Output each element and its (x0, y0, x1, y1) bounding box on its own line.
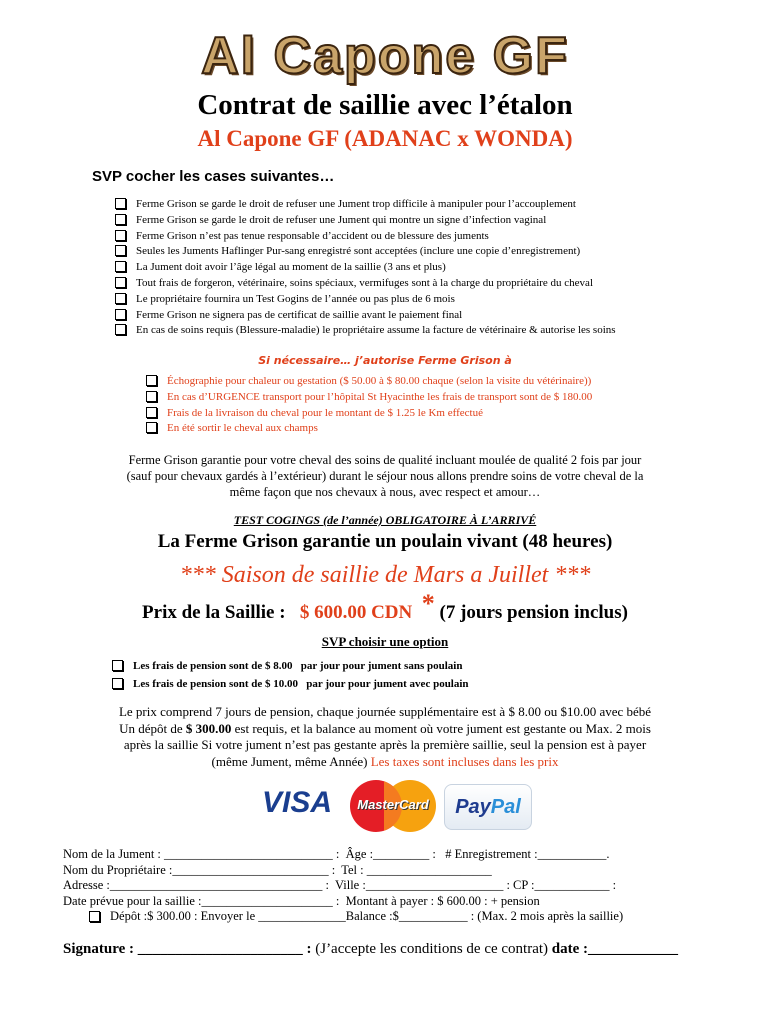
checkbox[interactable] (115, 293, 126, 304)
checkbox[interactable] (115, 309, 126, 320)
condition-text: Ferme Grison n’est pas tenue responsable d’accident ou de blessure des juments (136, 229, 489, 242)
signature-line (63, 941, 678, 958)
payment-logos (262, 780, 532, 830)
pricing-line (0, 754, 770, 771)
list-item[interactable] (146, 390, 592, 406)
checkbox[interactable] (146, 391, 157, 402)
page-subtitle: Al Capone GF (ADANAC x WONDA) (197, 126, 573, 151)
list-item[interactable] (115, 323, 616, 339)
price-line (0, 589, 770, 625)
condition-text: Tout frais de forgeron, vétérinaire, soins spéciaux, vermifuges sont à la charge du propriétaire du cheval (136, 276, 593, 289)
conditions-list (115, 197, 616, 339)
pricing-text: (même Jument, même Année) (211, 753, 371, 769)
condition-text: Ferme Grison se garde le droit de refuser une Jument qui montre un signe d’infection vaginal (136, 213, 547, 226)
form-line-date[interactable]: Date prévue pour la saillie :_____________________ : Montant à payer : $ 600.00 : + pension (63, 893, 540, 908)
pricing-text: Un dépôt de (119, 720, 186, 736)
form-line-mare[interactable]: Nom de la Jument : ___________________________ : Âge :_________ : # Enregistrement :___________. (63, 847, 610, 861)
visa-logo (262, 786, 342, 826)
deposit-amount: $ 300.00 (185, 720, 232, 736)
care-line: (sauf pour chevaux gardés à l’extérieur) durant le séjour nous allons prendre soins de votre cheval de la (126, 469, 644, 483)
pricing-paragraph (0, 704, 770, 770)
board-option-text: Les frais de pension sont de $ 8.00 par jour pour jument sans poulain (133, 660, 463, 672)
authorization-text: En cas d’URGENCE transport pour l’hôpital St Hyacinthe les frais de transport sont de $ 180.00 (167, 390, 593, 403)
pricing-line (0, 721, 770, 738)
mastercard-text: MasterCard (357, 797, 429, 812)
list-item[interactable] (115, 229, 616, 245)
list-item[interactable] (146, 406, 592, 422)
authorize-heading: Si nécessaire… j’autorise Ferme Grison à (258, 354, 512, 367)
authorizations-list (146, 374, 592, 437)
checkbox[interactable] (146, 422, 157, 433)
checkbox[interactable] (115, 198, 126, 209)
list-item[interactable] (115, 260, 616, 276)
test-cogings-notice: TEST COGINGS (de l’année) OBLIGATOIRE À L’ARRIVÉ (233, 513, 537, 527)
condition-text: Ferme Grison se garde le droit de refuser une Jument trop difficile à manipuler pour l’accouplement (136, 198, 576, 210)
deposit-line[interactable]: Dépôt :$ 300.00 : Envoyer le ______________Balance :$___________ : (Max. 2 mois après la saillie) (110, 909, 624, 923)
date-field[interactable]: date :____________ (551, 941, 679, 957)
signature-field[interactable]: Signature : ______________________ : (63, 941, 312, 957)
checkbox[interactable] (89, 911, 100, 922)
pricing-text: est requis, et la balance au moment où votre jument est gestante ou Max. 2 mois (231, 720, 651, 736)
board-option-text: Les frais de pension sont de $ 10.00 par jour pour jument avec poulain (133, 678, 469, 690)
checkbox[interactable] (115, 214, 126, 225)
price-label: Prix de la Saillie : (142, 602, 286, 623)
checkbox[interactable] (115, 261, 126, 272)
checkbox[interactable] (146, 407, 157, 418)
checklist-heading: SVP cocher les cases suivantes… (92, 168, 335, 185)
registration-form (63, 847, 623, 925)
form-line-address[interactable]: Adresse :__________________________________ : Ville :______________________ : CP :____________ : (63, 878, 617, 892)
season-heading: *** Saison de saillie de Mars a Juillet *** (179, 562, 591, 588)
list-item[interactable] (115, 292, 616, 308)
list-item[interactable] (146, 374, 592, 390)
authorization-text: Échographie pour chaleur ou gestation ($ 50.00 à $ 80.00 chaque (selon la visite du vétérinaire)) (167, 375, 592, 387)
list-item[interactable] (112, 675, 469, 693)
checkbox[interactable] (115, 230, 126, 241)
checkbox[interactable] (112, 660, 123, 671)
taxes-note: Les taxes sont incluses dans les prix (370, 753, 559, 769)
list-item[interactable] (115, 213, 616, 229)
list-item[interactable] (115, 276, 616, 292)
care-line: Ferme Grison garantie pour votre cheval des soins de qualité incluant moulée de qualité 2 fois par jour (128, 453, 642, 467)
checkbox[interactable] (112, 678, 123, 689)
price-star: * (421, 589, 435, 618)
paypal-text-b: Pal (490, 796, 521, 818)
logo: Al Capone GF (201, 27, 569, 85)
paypal-text-a: Pay (455, 796, 491, 818)
paypal-logo (444, 784, 532, 830)
pricing-line: Le prix comprend 7 jours de pension, chaque journée supplémentaire est à $ 8.00 ou $10.00 avec bébé (118, 704, 652, 719)
checkbox[interactable] (115, 245, 126, 256)
pricing-line: après la saillie Si votre jument n’est pas gestante après la première saillie, seul la pension est à payer (123, 737, 647, 752)
care-paragraph (0, 452, 770, 500)
condition-text: Ferme Grison ne signera pas de certificat de saillie avant le paiement final (136, 308, 463, 321)
mastercard-logo (350, 780, 436, 832)
condition-text: En cas de soins requis (Blessure-maladie) le propriétaire assume la facture de vétérinaire & autorise les soins (136, 324, 616, 337)
board-options (112, 657, 469, 693)
authorization-text: Frais de la livraison du cheval pour le montant de $ 1.25 le Km effectué (167, 406, 483, 419)
deposit-row (63, 909, 623, 925)
page-title: Contrat de saillie avec l’étalon (197, 89, 573, 121)
list-item[interactable] (115, 197, 616, 213)
list-item[interactable] (112, 657, 469, 675)
option-heading: SVP choisir une option (321, 634, 449, 649)
care-line: même façon que nos chevaux à nous, avec respect et amour… (229, 485, 541, 499)
checkbox[interactable] (146, 375, 157, 386)
condition-text: Seules les Juments Haflinger Pur-sang enregistré sont acceptées (inclure une copie d’enregistrement) (136, 245, 581, 258)
form-line-owner[interactable]: Nom du Propriétaire :_________________________ : Tel : ____________________ (63, 862, 492, 877)
signature-agreement: (J’accepte les conditions de ce contrat) (311, 941, 552, 957)
price-amount: $ 600.00 CDN (299, 602, 413, 623)
list-item[interactable] (146, 421, 592, 437)
price-note: (7 jours pension inclus) (439, 602, 628, 623)
condition-text: La Jument doit avoir l’âge légal au moment de la saillie (3 ans et plus) (136, 261, 446, 274)
checkbox[interactable] (115, 324, 126, 335)
visa-text: VISA (262, 786, 333, 819)
condition-text: Le propriétaire fournira un Test Gogins de l’année ou pas plus de 6 mois (136, 292, 455, 305)
guarantee-heading: La Ferme Grison garantie un poulain vivant (48 heures) (157, 531, 613, 552)
list-item[interactable] (115, 244, 616, 260)
authorization-text: En été sortir le cheval aux champs (167, 422, 318, 435)
list-item[interactable] (115, 308, 616, 324)
checkbox[interactable] (115, 277, 126, 288)
